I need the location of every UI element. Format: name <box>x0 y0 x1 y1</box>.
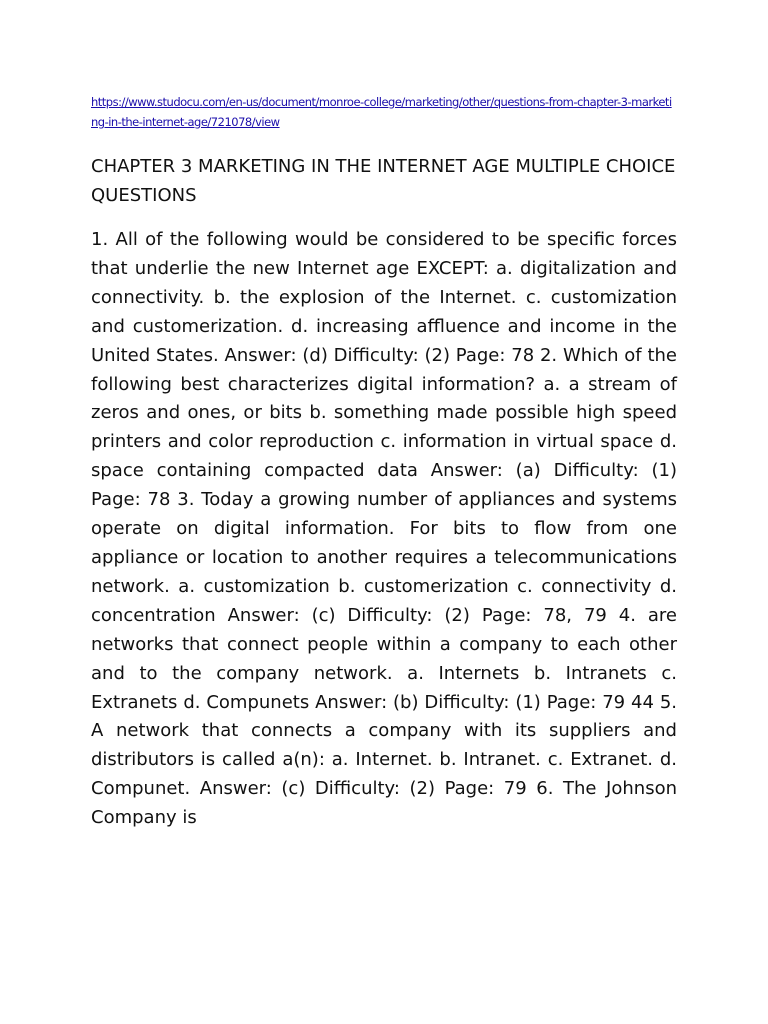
source-link[interactable]: https://www.studocu.com/en-us/document/monroe-college/marketing/other/questions-from-chapter-3-marketing-in-the-internet-age/721078/view <box>91 95 672 129</box>
document-page <box>91 92 677 833</box>
document-title: CHAPTER 3 MARKETING IN THE INTERNET AGE MULTIPLE CHOICE QUESTIONS <box>91 156 676 206</box>
document-body-text: 1. All of the following would be considered to be specific forces that underlie the new Internet age EXCEPT: a. digitalization and connectivity. b. the explosion of the Internet. c. customization and customerization. d. increasing affluence and income in the United States. Answer: (d) Difficulty: (2) Page: 78 2. Which of the following best characterizes digital information? a. a stream of zeros and ones, or bits b. something made possible high speed printers and color reproduction c. information in virtual space d. space containing compacted data Answer: (a) Difficulty: (1) Page: 78 3. Today a growing number of appliances and systems operate on digital information. For bits to flow from one appliance or location to another requires a telecommunications network. a. customization b. customerization c. connectivity d. concentration Answer: (c) Difficulty: (2) Page: 78, 79 4. are networks that connect people within a company to each other and to the company network. a. Internets b. Intranets c. Extranets d. Compunets Answer: (b) Difficulty: (1) Page: 79 44 5. A network that connects a company with its suppliers and distributors is called a(n): a. Internet. b. Intranet. c. Extranet. d. Compunet. Answer: (c) Difficulty: (2) Page: 79 6. The Johnson Company is <box>91 229 677 829</box>
